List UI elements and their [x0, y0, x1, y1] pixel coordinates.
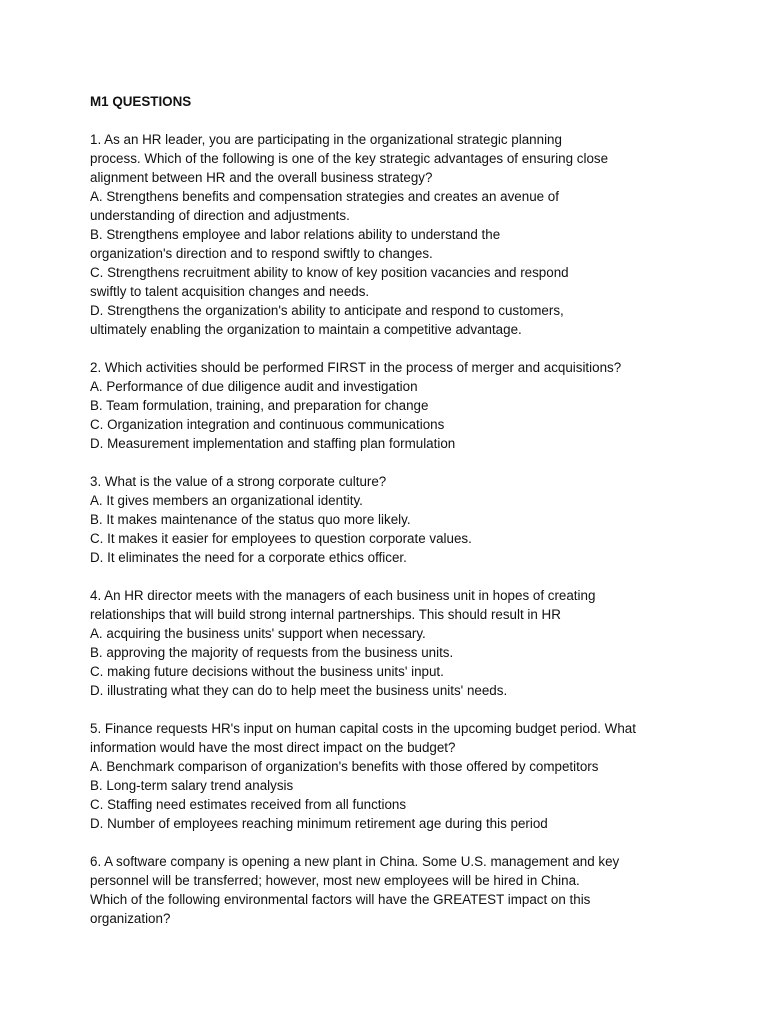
- answer-option-line: C. Staffing need estimates received from all functions: [90, 797, 407, 812]
- question-stem-line: 1. As an HR leader, you are participating in the organizational strategic planning: [90, 132, 562, 147]
- answer-option-line: B. Long-term salary trend analysis: [90, 778, 294, 793]
- question-1: [90, 130, 690, 339]
- question-stem-line: personnel will be transferred; however, most new employees will be hired in China.: [90, 873, 580, 888]
- question-5: [90, 719, 690, 833]
- answer-option-line: organization's direction and to respond swiftly to changes.: [90, 246, 433, 261]
- question-stem-line: 4. An HR director meets with the managers of each business unit in hopes of creating: [90, 588, 596, 603]
- answer-option-line: C. It makes it easier for employees to question corporate values.: [90, 531, 472, 546]
- answer-option-line: swiftly to talent acquisition changes and needs.: [90, 284, 370, 299]
- answer-option-line: B. It makes maintenance of the status quo more likely.: [90, 512, 411, 527]
- answer-option-line: D. Measurement implementation and staffing plan formulation: [90, 436, 456, 451]
- question-stem-line: organization?: [90, 911, 171, 926]
- answer-option-line: D. illustrating what they can do to help meet the business units' needs.: [90, 683, 508, 698]
- answer-option-line: understanding of direction and adjustments.: [90, 208, 350, 223]
- answer-option-line: B. approving the majority of requests from the business units.: [90, 645, 454, 660]
- answer-option-line: A. It gives members an organizational identity.: [90, 493, 363, 508]
- answer-option-line: A. Performance of due diligence audit and investigation: [90, 379, 418, 394]
- answer-option-line: A. acquiring the business units' support when necessary.: [90, 626, 426, 641]
- question-stem-line: 2. Which activities should be performed FIRST in the process of merger and acquisitions?: [90, 360, 622, 375]
- answer-option-line: D. It eliminates the need for a corporate ethics officer.: [90, 550, 407, 565]
- question-stem-line: 5. Finance requests HR's input on human capital costs in the upcoming budget period. What: [90, 721, 636, 736]
- question-stem-line: alignment between HR and the overall business strategy?: [90, 170, 433, 185]
- question-stem-line: 3. What is the value of a strong corporate culture?: [90, 474, 387, 489]
- document-page: [90, 92, 690, 947]
- answer-option-line: B. Team formulation, training, and preparation for change: [90, 398, 429, 413]
- question-stem-line: 6. A software company is opening a new plant in China. Some U.S. management and key: [90, 854, 620, 869]
- question-3: [90, 472, 690, 567]
- answer-option-line: ultimately enabling the organization to maintain a competitive advantage.: [90, 322, 522, 337]
- question-stem-line: relationships that will build strong internal partnerships. This should result in HR: [90, 607, 561, 622]
- document-title: M1 QUESTIONS: [90, 94, 192, 109]
- question-6: [90, 852, 690, 928]
- answer-option-line: D. Strengthens the organization's ability to anticipate and respond to customers,: [90, 303, 564, 318]
- question-stem-line: process. Which of the following is one of the key strategic advantages of ensuring close: [90, 151, 609, 166]
- question-2: [90, 358, 690, 453]
- question-stem-line: information would have the most direct impact on the budget?: [90, 740, 456, 755]
- answer-option-line: A. Benchmark comparison of organization's benefits with those offered by competitors: [90, 759, 599, 774]
- answer-option-line: C. making future decisions without the business units' input.: [90, 664, 444, 679]
- answer-option-line: B. Strengthens employee and labor relations ability to understand the: [90, 227, 501, 242]
- question-stem-line: Which of the following environmental factors will have the GREATEST impact on this: [90, 892, 591, 907]
- answer-option-line: C. Strengthens recruitment ability to know of key position vacancies and respond: [90, 265, 569, 280]
- answer-option-line: A. Strengthens benefits and compensation strategies and creates an avenue of: [90, 189, 559, 204]
- question-4: [90, 586, 690, 700]
- answer-option-line: C. Organization integration and continuous communications: [90, 417, 445, 432]
- answer-option-line: D. Number of employees reaching minimum retirement age during this period: [90, 816, 548, 831]
